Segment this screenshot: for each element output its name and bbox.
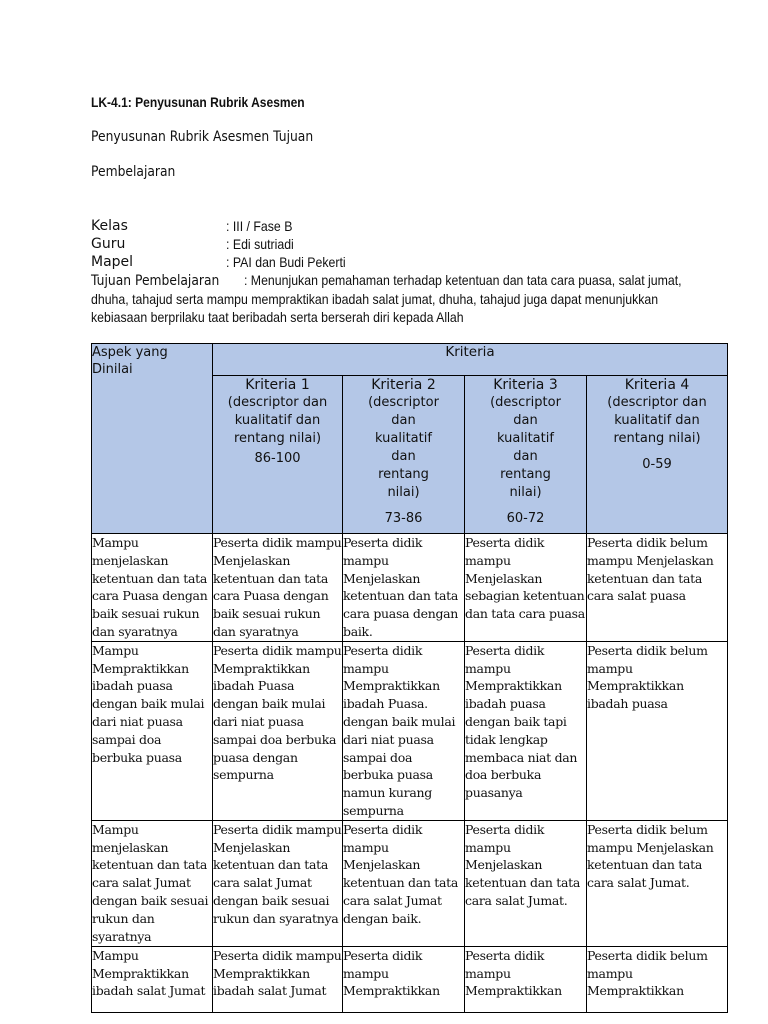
table-row <box>92 820 728 946</box>
guru-label: Guru <box>91 236 126 252</box>
kriteria-3-cell: Peserta didik mampu Mempraktikkan <box>465 946 587 1012</box>
mapel-label: Mapel <box>91 254 134 270</box>
tujuan-value: : Menunjukan pemahaman terhadap ketentuan dan tata cara puasa, salat jumat, dhuha, tahajud serta mampu mempraktikan ibadah salat jumat, dhuha, tahajud juga dapat menunjukkan kebiasaan berprilaku taat beribadah serta berserah diri kepada Allah <box>91 272 682 325</box>
kriteria-1-cell: Peserta didik mampu Mempraktikkan ibadah salat Jumat <box>213 946 343 1012</box>
kriteria-2-cell: Peserta didik mampu Menjelaskan ketentuan dan tata cara salat Jumat dengan baik. <box>343 820 465 946</box>
mapel-value: : PAI dan Budi Pekerti <box>226 254 346 270</box>
kriteria-1-cell: Peserta didik mampu Mempraktikkan ibadah Puasa dengan baik mulai dari niat puasa sampai doa berbuka puasa dengan sempurna <box>213 641 343 820</box>
criteria-title: Kriteria 2 <box>371 377 436 393</box>
kriteria-1-cell: Peserta didik mampu Menjelaskan ketentuan dan tata cara salat Jumat dengan baik sesuai rukun dan syaratnya <box>213 820 343 946</box>
kriteria-3-cell: Peserta didik mampu Menjelaskan ketentuan dan tata cara salat Jumat. <box>465 820 587 946</box>
criteria-desc: (descriptor dan kualitatif dan rentang nilai) <box>227 395 328 446</box>
guru-value: : Edi sutriadi <box>226 236 294 252</box>
criteria-title: Kriteria 1 <box>245 377 310 393</box>
criteria-range: 0-59 <box>642 457 672 472</box>
kriteria-4-cell: Peserta didik belum mampu Menjelaskan ketentuan dan tata cara salat puasa <box>587 534 728 642</box>
aspek-cell: Mampu Mempraktikkan ibadah salat Jumat <box>92 946 213 1012</box>
kelas-value: : III / Fase B <box>226 218 293 234</box>
criteria-range: 73-86 <box>384 511 423 526</box>
kriteria-2-cell: Peserta didik mampu Mempraktikkan <box>343 946 465 1012</box>
kriteria-4-cell: Peserta didik belum mampu Mempraktikkan ibadah puasa <box>587 641 728 820</box>
tujuan-pembelajaran <box>91 271 707 326</box>
criteria-title: Kriteria 3 <box>493 377 558 393</box>
kriteria-2-cell: Peserta didik mampu Menjelaskan ketentuan dan tata cara puasa dengan baik. <box>343 534 465 642</box>
tujuan-label: Tujuan Pembelajaran <box>91 273 220 289</box>
table-row <box>92 641 728 820</box>
criteria-4-header <box>587 376 728 534</box>
criteria-1-header <box>213 376 343 534</box>
criteria-desc: (descriptor dan kualitatif dan rentang nilai) <box>368 395 439 500</box>
criteria-desc: (descriptor dan kualitatif dan rentang nilai) <box>490 395 561 500</box>
aspek-cell: Mampu menjelaskan ketentuan dan tata cara salat Jumat dengan baik sesuai rukun dan syaratnya <box>92 820 213 946</box>
criteria-range: 60-72 <box>506 511 545 526</box>
kriteria-4-cell: Peserta didik belum mampu Menjelaskan ketentuan dan tata cara salat Jumat. <box>587 820 728 946</box>
document-subtitle-line1: Penyusunan Rubrik Asesmen Tujuan <box>91 129 314 145</box>
aspek-cell: Mampu menjelaskan ketentuan dan tata cara Puasa dengan baik sesuai rukun dan syaratnya <box>92 534 213 642</box>
kriteria-2-cell: Peserta didik mampu Mempraktikkan ibadah Puasa. dengan baik mulai dari niat puasa sampai doa berbuka puasa namun kurang sempurna <box>343 641 465 820</box>
table-row <box>92 534 728 642</box>
aspek-header: Aspek yang Dinilai <box>92 344 213 534</box>
aspek-cell: Mampu Mempraktikkan ibadah puasa dengan baik mulai dari niat puasa sampai doa berbuka puasa <box>92 641 213 820</box>
criteria-2-header <box>343 376 465 534</box>
rubric-table <box>91 343 728 1013</box>
kelas-label: Kelas <box>91 218 128 234</box>
kriteria-header: Kriteria <box>213 344 728 376</box>
kriteria-4-cell: Peserta didik belum mampu Mempraktikkan <box>587 946 728 1012</box>
document-subtitle-line2: Pembelajaran <box>91 164 176 180</box>
kriteria-1-cell: Peserta didik mampu Menjelaskan ketentuan dan tata cara Puasa dengan baik sesuai rukun dan syaratnya <box>213 534 343 642</box>
criteria-title: Kriteria 4 <box>624 377 690 393</box>
table-header-row <box>92 344 728 376</box>
criteria-3-header <box>465 376 587 534</box>
criteria-range: 86-100 <box>254 451 301 466</box>
kriteria-3-cell: Peserta didik mampu Mempraktikkan ibadah puasa dengan baik tapi tidak lengkap membaca niat dan doa berbuka puasanya <box>465 641 587 820</box>
document-title: LK-4.1: Penyusunan Rubrik Asesmen <box>91 94 305 110</box>
table-row <box>92 946 728 1012</box>
criteria-desc: (descriptor dan kualitatif dan rentang nilai) <box>607 395 707 446</box>
kriteria-3-cell: Peserta didik mampu Menjelaskan sebagian ketentuan dan tata cara puasa <box>465 534 587 642</box>
